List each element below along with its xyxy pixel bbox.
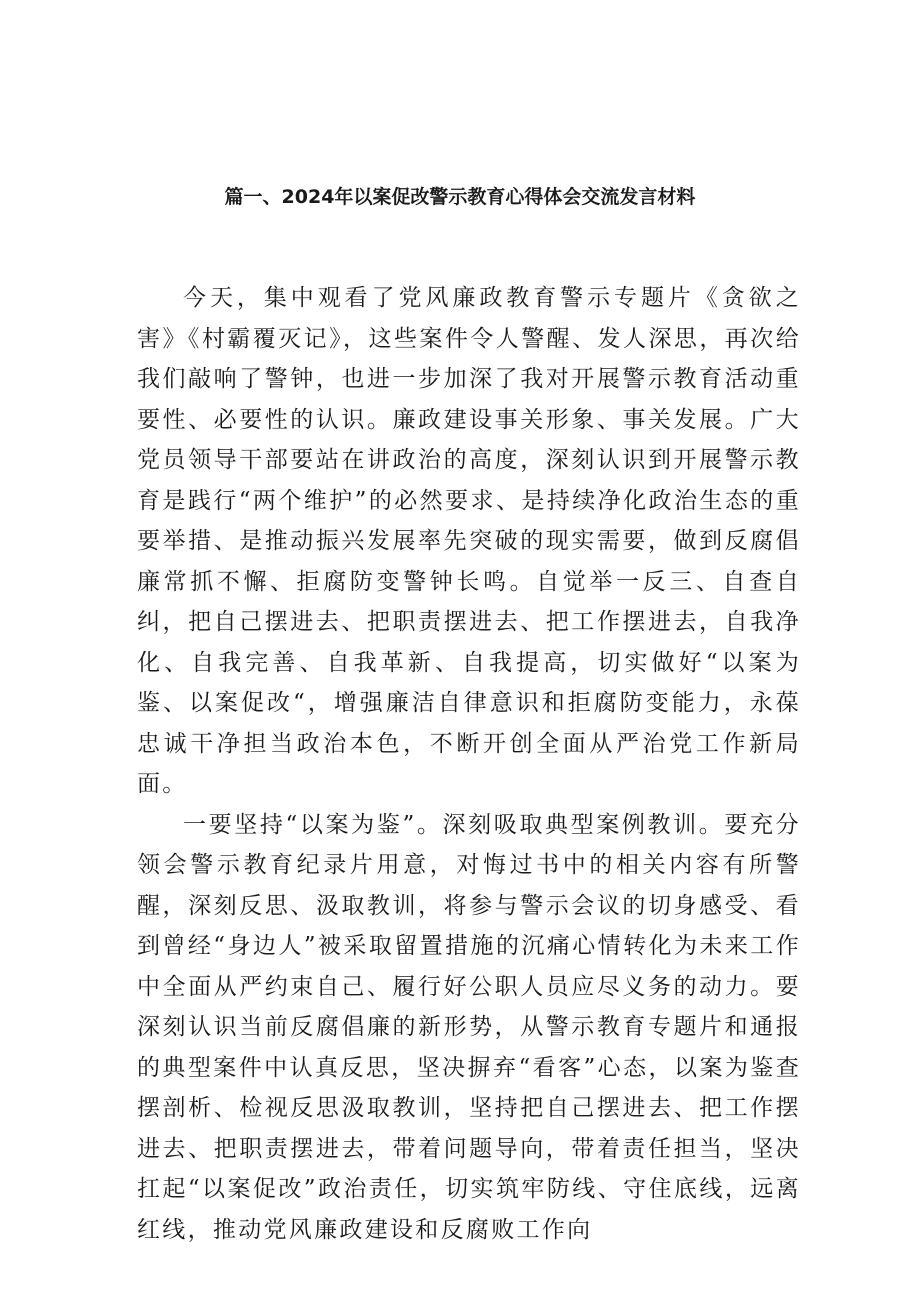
document-body — [137, 278, 801, 1250]
paragraph-2: 一要坚持“以案为鉴”。深刻吸取典型案例教训。要充分领会警示教育纪录片用意，对悔过书中的相关内容有所警醒，深刻反思、汲取教训，将参与警示会议的切身感受、看到曾经“身边人”被采取留置措施的沉痛心情转化为未来工作中全面从严约束自己、履行好公职人员应尽义务的动力。要深刻认识当前反腐倡廉的新形势，从警示教育专题片和通报的典型案件中认真反思，坚决摒弃“看客”心态，以案为鉴查摆剖析、检视反思汲取教训，坚持把自己摆进去、把工作摆进去、把职责摆进去，带着问题导向，带着责任担当，坚决扛起“以案促改”政治责任，切实筑牢防线、守住底线，远离红线，推动党风廉政建设和反腐败工作向 — [137, 811, 801, 1243]
paragraph-1: 今天，集中观看了党风廉政教育警示专题片《贪欲之害》《村霸覆灭记》，这些案件令人警醒、发人深思，再次给我们敲响了警钟，也进一步加深了我对开展警示教育活动重要性、必要性的认识。廉政建设事关形象、事关发展。广大党员领导干部要站在讲政治的高度，深刻认识到开展警示教育是践行“两个维护”的必然要求、是持续净化政治生态的重要举措、是推动振兴发展率先突破的现实需要，做到反腐倡廉常抓不懈、拒腐防变警钟长鸣。自觉举一反三、自查自纠，把自己摆进去、把职责摆进去、把工作摆进去，自我净化、自我完善、自我革新、自我提高，切实做好“以案为鉴、以案促改“，增强廉洁自律意识和拒腐防变能力，永葆忠诚干净担当政治本色，不断开创全面从严治党工作新局面。 — [137, 285, 801, 797]
document-title: 篇一、2024年以案促改警示教育心得体会交流发言材料 — [224, 186, 696, 208]
